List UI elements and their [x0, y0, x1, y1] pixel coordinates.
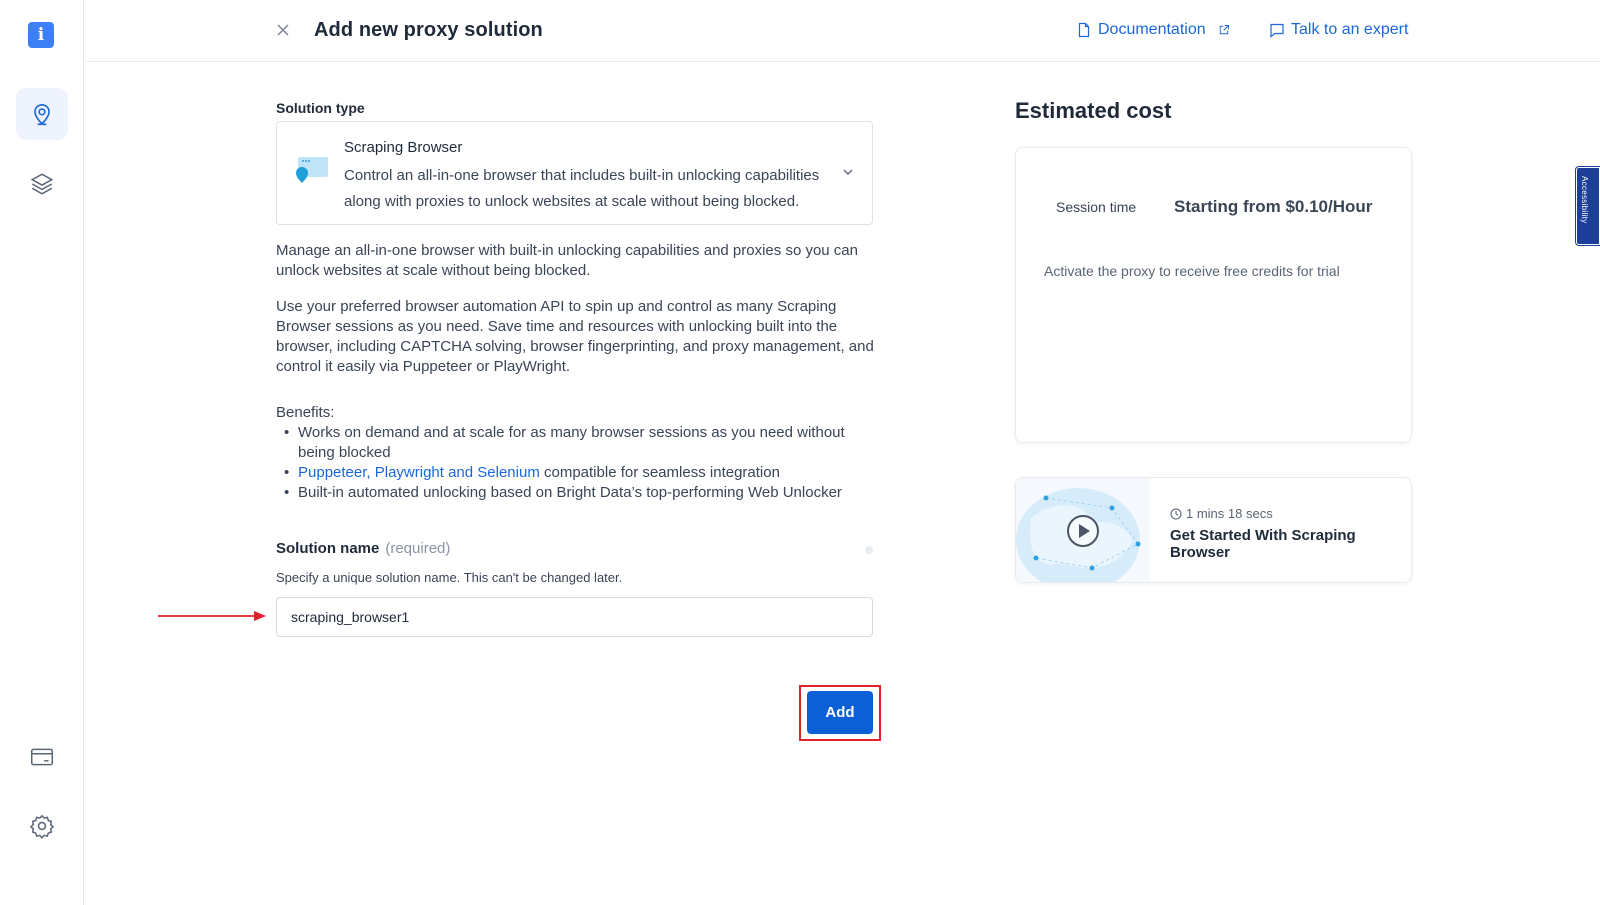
accessibility-tab-label: Accessibility: [1580, 176, 1589, 224]
globe-video-thumbnail[interactable]: [1016, 478, 1150, 583]
documentation-link[interactable]: [1076, 21, 1230, 39]
left-sidebar: [0, 0, 84, 905]
details-paragraph: Use your preferred browser automation API to spin up and control as many Scraping Browser sessions as you need. Save time and resources with unlocking built into the browser, including CAPTCHA solving, browser fingerprinting, and proxy management, and control it easily via Puppeteer or PlayWright.: [276, 298, 874, 375]
solution-type-label: Solution type: [276, 100, 365, 116]
talk-to-expert-label: Talk to an expert: [1291, 21, 1409, 38]
selected-type-description: Control an all-in-one browser that includes built-in unlocking capabilities along with proxies to unlock websites at scale without being blocked.: [344, 167, 820, 210]
intro-paragraph: Manage an all-in-one browser with built-in unlocking capabilities and proxies so you can unlock websites at scale without being blocked.: [276, 242, 858, 279]
documentation-label: Documentation: [1098, 21, 1206, 38]
benefit-item: • Built-in automated unlocking based on Bright Data’s top-performing Web Unlocker: [276, 483, 876, 503]
required-marker: (required): [385, 540, 451, 557]
layers-icon[interactable]: [16, 158, 68, 210]
solution-name-input[interactable]: [276, 597, 873, 637]
add-button[interactable]: Add: [807, 691, 873, 734]
trial-credits-note: Activate the proxy to receive free credits for trial: [1044, 263, 1340, 279]
session-time-price: Starting from $0.10/Hour: [1174, 197, 1373, 216]
clock-icon: [1170, 508, 1182, 520]
benefits-list: [276, 423, 876, 503]
external-link-icon: [1218, 24, 1230, 36]
location-pin-icon[interactable]: [16, 88, 68, 140]
video-title[interactable]: Get Started With Scraping Browser: [1170, 527, 1356, 561]
video-duration-text: 1 mins 18 secs: [1186, 506, 1273, 521]
benefits-label: Benefits:: [276, 404, 335, 421]
session-time-label: Session time: [1056, 199, 1137, 215]
solution-name-label-text: Solution name: [276, 540, 380, 557]
billing-card-icon[interactable]: [16, 731, 68, 783]
estimated-cost-title: Estimated cost: [1015, 98, 1172, 123]
page-header: [86, 0, 1600, 62]
chevron-down-icon[interactable]: [841, 165, 855, 179]
scraping-browser-icon: [294, 155, 330, 187]
page-title: Add new proxy solution: [314, 19, 543, 41]
accessibility-tab[interactable]: [1576, 167, 1600, 245]
document-icon: [1076, 22, 1092, 38]
frameworks-link[interactable]: Puppeteer, Playwright and Selenium: [298, 464, 540, 481]
red-arrow-annotation: [158, 608, 270, 624]
solution-name-hint: Specify a unique solution name. This can't be changed later.: [276, 570, 623, 585]
video-card[interactable]: [1015, 477, 1412, 583]
info-logo-icon[interactable]: i: [28, 22, 54, 48]
benefit-item-text: compatible for seamless integration: [539, 464, 780, 481]
close-icon[interactable]: [273, 20, 293, 40]
benefit-item: • Works on demand and at scale for as many browser sessions as you need without being blocked: [276, 423, 876, 463]
video-duration: [1170, 506, 1273, 521]
solution-name-label: [276, 540, 450, 557]
settings-gear-icon[interactable]: [16, 800, 68, 852]
status-dot: [865, 546, 873, 554]
chat-icon: [1269, 22, 1285, 38]
cost-card: [1015, 147, 1412, 443]
benefit-item: [276, 463, 876, 483]
talk-to-expert-link[interactable]: [1269, 21, 1408, 39]
solution-type-select[interactable]: [276, 121, 873, 225]
selected-type-title: Scraping Browser: [344, 139, 463, 156]
